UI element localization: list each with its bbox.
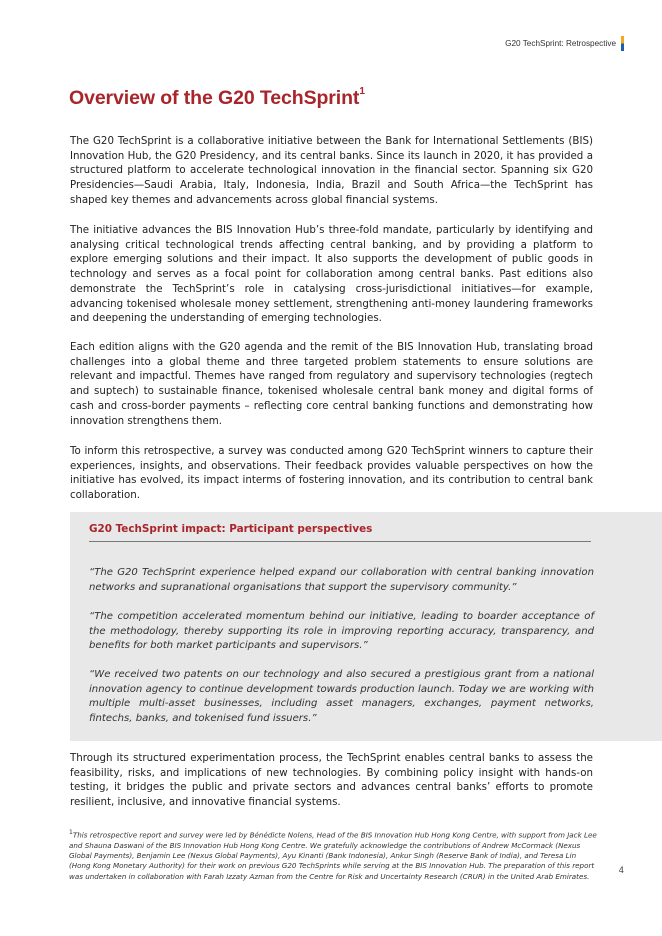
page-number: 4 [618,866,624,876]
callout-box [70,512,662,741]
quote-1: “The G20 TechSprint experience helped expand our collaboration with central banking innovation networks and supranational organisations that support the supervisory community.” [89,567,594,593]
paragraph-intro: The G20 TechSprint is a collaborative initiative between the Bank for International Settlements (BIS) Innovation Hub, the G20 Presidency, and its central banks. Since its launch in 2020, it has provided a structured platform to accelerate technological innovation in the financial sector. Spanning six G20 Presidencies—Saudi Arabia, Italy, Indonesia, India, Brazil and South Africa—the TechSprint has shaped key themes and advancements across global financial systems. [70,135,593,206]
page-title [69,87,365,110]
callout-title: G20 TechSprint impact: Participant perspectives [89,523,373,535]
paragraph-edition: Each edition aligns with the G20 agenda and the remit of the BIS Innovation Hub, translating broad challenges into a global theme and three targeted problem statements to ensure solutions are relevant and impactful. Themes have ranged from regulatory and supervisory technologies (regtech and suptech) to sustainable finance, tokenised wholesale central bank money and digital forms of cash and cross-border payments – reflecting core central banking functions and demonstrating how innovation strengthens them. [70,341,593,427]
page-title-text: Overview of the G20 TechSprint [69,87,360,109]
paragraph-conclusion: Through its structured experimentation process, the TechSprint enables central banks to assess the feasibility, risks, and implications of new technologies. By combining policy insight with hands-on testing, it bridges the public and private sectors and advances central banks’ efforts to promote resilient, inclusive, and innovative financial systems. [70,752,593,809]
paragraph-survey: To inform this retrospective, a survey was conducted among G20 TechSprint winners to capture their experiences, insights, and observations. Their feedback provides valuable perspectives on how the initiative has evolved, its impact interms of fostering innovation, and its contribution to central bank collaboration. [70,445,593,502]
paragraph-mandate: The initiative advances the BIS Innovation Hub’s three-fold mandate, particularly by identifying and analysing critical technological trends affecting central banking, and by providing a platform to explore emerging solutions and their impact. It also supports the development of public goods in technology and serves as a focal point for collaboration among central banks. Past editions also demonstrate the TechSprint’s role in catalysing cross-jurisdictional initiatives—for example, advancing tokenised wholesale money settlement, strengthening anti-money laundering frameworks and deepening the understanding of emerging technologies. [70,224,593,325]
quote-2: “The competition accelerated momentum behind our initiative, leading to boarder acceptance of the methodology, thereby supporting its role in improving reporting accuracy, transparency, and benefits for both market participants and supervisors.” [89,611,594,652]
header-color-bar [621,36,624,51]
running-header: G20 TechSprint: Retrospective [505,39,616,48]
footnote-marker: 1 [69,829,73,836]
footnote [69,828,599,882]
footnote-ref[interactable]: 1 [359,85,365,97]
callout-divider [89,541,591,542]
quote-3: “We received two patents on our technology and also secured a prestigious grant from a national innovation agency to continue development towards production launch. Today we are working with multiple multi-asset businesses, including asset managers, exchanges, payment networks, fintechs, banks, and tokenised fund issuers.” [89,669,594,724]
footnote-text: This retrospective report and survey were led by Bénédicte Nolens, Head of the BIS Innovation Hub Hong Kong Centre, with support from Jack Lee and Shauna Daswani of the BIS Innovation Hub Hong Kong Centre. We gratefully acknowledge the contributions of Andrew McCormack (Nexus Global Payments), Benjamin Lee (Nexus Global Payments), Ayu Kinanti (Bank Indonesia), Ankur Singh (Reserve Bank of India), and Teresa Lin (Hong Kong Monetary Authority) for their work on previous G20 TechSprints while serving at the BIS Innovation Hub. The preparation of this report was undertaken in collaboration with Farah Izzaty Azman from the Centre for Risk and Uncertainty Research (CRUR) in the United Arab Emirates. [69,830,597,881]
